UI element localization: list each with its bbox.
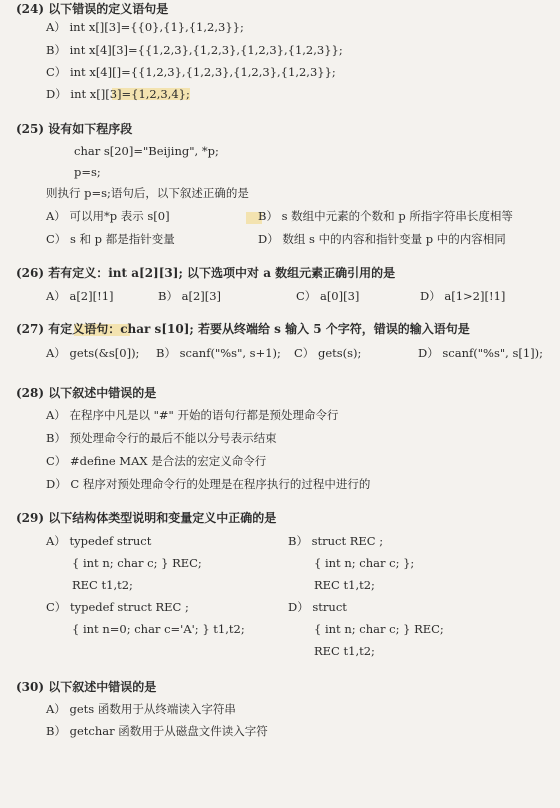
question-number: (30) <box>16 680 45 694</box>
option-text: int x[][3]={{0},{1},{1,2,3}}; <box>69 20 244 34</box>
question-30 <box>16 680 156 694</box>
option-c <box>296 289 359 303</box>
question-25 <box>16 122 132 136</box>
code-line: p=s; <box>74 165 101 179</box>
option-text: s 和 p 都是指针变量 <box>69 232 175 246</box>
question-stem: 设有如下程序段 <box>48 122 133 136</box>
question-26 <box>16 266 395 280</box>
option-a <box>46 702 236 716</box>
option-text: scanf("%s", s[1]); <box>442 346 544 360</box>
question-number: (28) <box>16 386 45 400</box>
question-29 <box>16 511 276 525</box>
option-label: C） <box>46 600 67 614</box>
option-b <box>46 431 277 445</box>
option-label: D） <box>288 600 309 614</box>
option-a <box>46 20 244 34</box>
code-line: { int n=0; char c='A'; } t1,t2; <box>72 622 245 636</box>
option-b <box>156 346 281 360</box>
option-b <box>288 534 383 548</box>
option-label: A） <box>46 702 66 716</box>
question-stem: 以下叙述中错误的是 <box>48 680 157 694</box>
question-28 <box>16 386 156 400</box>
code-line: typedef struct <box>69 534 152 548</box>
option-text: 在程序中凡是以 "#" 开始的语句行都是预处理命令行 <box>69 408 339 422</box>
option-text: gets 函数用于从终端读入字符串 <box>69 702 236 716</box>
code-line: { int n; char c; } REC; <box>314 622 444 636</box>
option-label: A） <box>46 20 66 34</box>
option-text: a[0][3] <box>319 289 360 303</box>
question-stem: 有定义语句：char s[10]; 若要从终端给 s 输入 5 个字符，错误的输入语句是 <box>48 322 470 336</box>
option-label: D） <box>46 87 67 101</box>
question-number: (26) <box>16 266 45 280</box>
option-label: B） <box>288 534 308 548</box>
code-line: REC t1,t2; <box>314 578 375 592</box>
question-stem: 以下错误的定义语句是 <box>48 2 169 16</box>
option-text: getchar 函数用于从磁盘文件读入字符 <box>69 724 268 738</box>
option-text: int x[][3]={1,2,3,4}; <box>70 87 190 101</box>
option-text: int x[4][]={{1,2,3},{1,2,3},{1,2,3},{1,2,3}}; <box>69 65 336 79</box>
option-label: A） <box>46 408 66 422</box>
option-c <box>294 346 361 360</box>
option-b <box>46 43 343 57</box>
option-d <box>288 600 347 614</box>
option-label: A） <box>46 289 66 303</box>
question-number: (25) <box>16 122 45 136</box>
option-a <box>46 346 139 360</box>
code-line: REC t1,t2; <box>314 644 375 658</box>
option-d <box>418 346 543 360</box>
option-a <box>46 408 339 422</box>
option-b <box>46 724 268 738</box>
option-label: D） <box>420 289 441 303</box>
question-number: (29) <box>16 511 45 525</box>
option-a <box>46 534 151 548</box>
option-text: scanf("%s", s+1); <box>179 346 281 360</box>
option-label: D） <box>418 346 439 360</box>
option-label: C） <box>46 232 67 246</box>
option-text: 可以用*p 表示 s[0] <box>69 209 170 223</box>
option-label: A） <box>46 534 66 548</box>
option-c <box>46 232 175 246</box>
option-c <box>46 454 266 468</box>
option-label: B） <box>158 289 178 303</box>
option-b <box>158 289 221 303</box>
option-label: B） <box>258 209 278 223</box>
code-line: REC t1,t2; <box>72 578 133 592</box>
option-label: B） <box>46 431 66 445</box>
option-text: a[2][!1] <box>69 289 114 303</box>
option-label: D） <box>46 477 67 491</box>
option-label: D） <box>258 232 279 246</box>
code-line: struct REC ; <box>311 534 384 548</box>
option-text: a[1>2][!1] <box>444 289 506 303</box>
question-stem: 若有定义：int a[2][3]; 以下选项中对 a 数组元素正确引用的是 <box>48 266 396 280</box>
option-label: C） <box>46 454 67 468</box>
option-text: int x[4][3]={{1,2,3},{1,2,3},{1,2,3},{1,2,3}}; <box>69 43 343 57</box>
option-text: 预处理命令行的最后不能以分号表示结束 <box>69 431 277 445</box>
option-c <box>46 65 336 79</box>
code-line: { int n; char c; }; <box>314 556 415 570</box>
option-label: C） <box>296 289 317 303</box>
question-27 <box>16 322 470 336</box>
option-label: C） <box>294 346 315 360</box>
option-text: gets(s); <box>317 346 362 360</box>
code-line: char s[20]="Beijing", *p; <box>74 144 219 158</box>
option-d <box>420 289 505 303</box>
code-line: struct <box>312 600 347 614</box>
code-line: typedef struct REC ; <box>69 600 189 614</box>
option-label: A） <box>46 209 66 223</box>
option-d <box>46 477 370 491</box>
question-stem: 以下结构体类型说明和变量定义中正确的是 <box>48 511 277 525</box>
option-label: B） <box>46 43 66 57</box>
option-c <box>46 600 189 614</box>
option-label: B） <box>156 346 176 360</box>
question-number: (24) <box>16 2 45 16</box>
question-follow: 则执行 p=s;语句后，以下叙述正确的是 <box>46 186 249 200</box>
question-number: (27) <box>16 322 45 336</box>
option-d <box>258 232 506 246</box>
option-a <box>46 289 114 303</box>
option-text: a[2][3] <box>181 289 222 303</box>
option-b <box>258 209 513 223</box>
option-a <box>46 209 170 223</box>
option-label: C） <box>46 65 67 79</box>
code-line: { int n; char c; } REC; <box>72 556 202 570</box>
option-text: #define MAX 是合法的宏定义命令行 <box>69 454 267 468</box>
option-text: s 数组中元素的个数和 p 所指字符串长度相等 <box>281 209 513 223</box>
option-label: A） <box>46 346 66 360</box>
question-stem: 以下叙述中错误的是 <box>48 386 157 400</box>
question-24 <box>16 2 168 16</box>
option-text: 数组 s 中的内容和指针变量 p 中的内容相同 <box>282 232 506 246</box>
option-text: gets(&s[0]); <box>69 346 140 360</box>
option-d <box>46 87 190 101</box>
option-label: B） <box>46 724 66 738</box>
option-text: C 程序对预处理命令行的处理是在程序执行的过程中进行的 <box>70 477 371 491</box>
